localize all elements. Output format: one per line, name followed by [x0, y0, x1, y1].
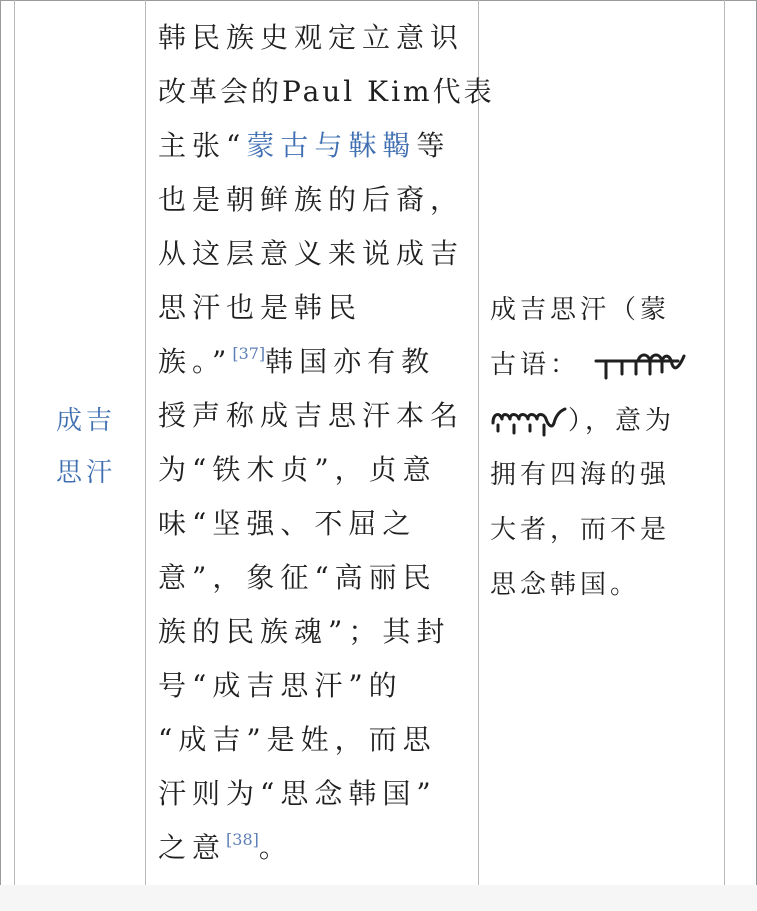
text-line: 思念韩国。 — [490, 570, 641, 600]
text-fragment: ），意为 — [568, 406, 676, 436]
text-line — [490, 352, 690, 380]
text-line: 授声称成吉思汗本名 — [158, 399, 465, 432]
text-line: 改革会的Paul Kim代表 — [158, 75, 495, 108]
text-line: 大者，而不是 — [490, 515, 671, 545]
text-line: 味“坚强、不屈之 — [158, 507, 417, 540]
description-cell — [158, 21, 495, 879]
text-fragment: 等 — [416, 129, 451, 162]
citation-link[interactable]: [37] — [232, 344, 266, 363]
text-fragment: 主张“ — [158, 129, 247, 162]
text-line: 族的民族魂”；其封 — [158, 615, 451, 648]
text-line: 成吉思汗（蒙 — [490, 295, 671, 325]
column-divider-right — [724, 0, 725, 911]
citation-link[interactable]: [38] — [226, 830, 259, 849]
text-line: 拥有四海的强 — [490, 460, 671, 490]
text-line: 号“成吉思汗”的 — [158, 669, 403, 702]
term-line: 成吉 — [56, 406, 117, 436]
column-divider-1 — [145, 0, 146, 911]
text-line — [490, 407, 675, 437]
text-line: 意”，象征“高丽民 — [158, 561, 437, 594]
next-row-strip — [0, 885, 757, 911]
meaning-cell — [490, 297, 722, 607]
text-line: 也是朝鲜族的后裔， — [158, 183, 465, 216]
text-line — [158, 830, 293, 864]
mongolian-script-icon — [592, 352, 690, 380]
text-fragment: 。 — [258, 831, 293, 864]
term-line: 思汗 — [56, 458, 117, 488]
text-fragment: 韩国亦有教 — [265, 345, 436, 378]
highlighted-term: 蒙古与靺鞨 — [246, 129, 417, 162]
text-line: 汗则为“思念韩国” — [158, 777, 437, 810]
term-cell — [56, 408, 126, 508]
text-line: “成吉”是姓，而思 — [158, 723, 437, 756]
text-line: 从这层意义来说成吉 — [158, 237, 465, 270]
text-fragment: 族。” — [158, 345, 233, 378]
text-fragment: 古语： — [490, 350, 581, 380]
mongolian-script-icon — [490, 407, 568, 437]
text-line: 为“铁木贞”，贞意 — [158, 453, 437, 486]
text-line — [158, 129, 451, 162]
text-fragment: 之意 — [158, 831, 227, 864]
text-line — [158, 344, 436, 378]
column-divider-2 — [478, 0, 479, 911]
column-divider-left — [14, 0, 15, 911]
text-line: 韩民族史观定立意识 — [158, 21, 465, 54]
text-line: 思汗也是韩民 — [158, 291, 363, 324]
